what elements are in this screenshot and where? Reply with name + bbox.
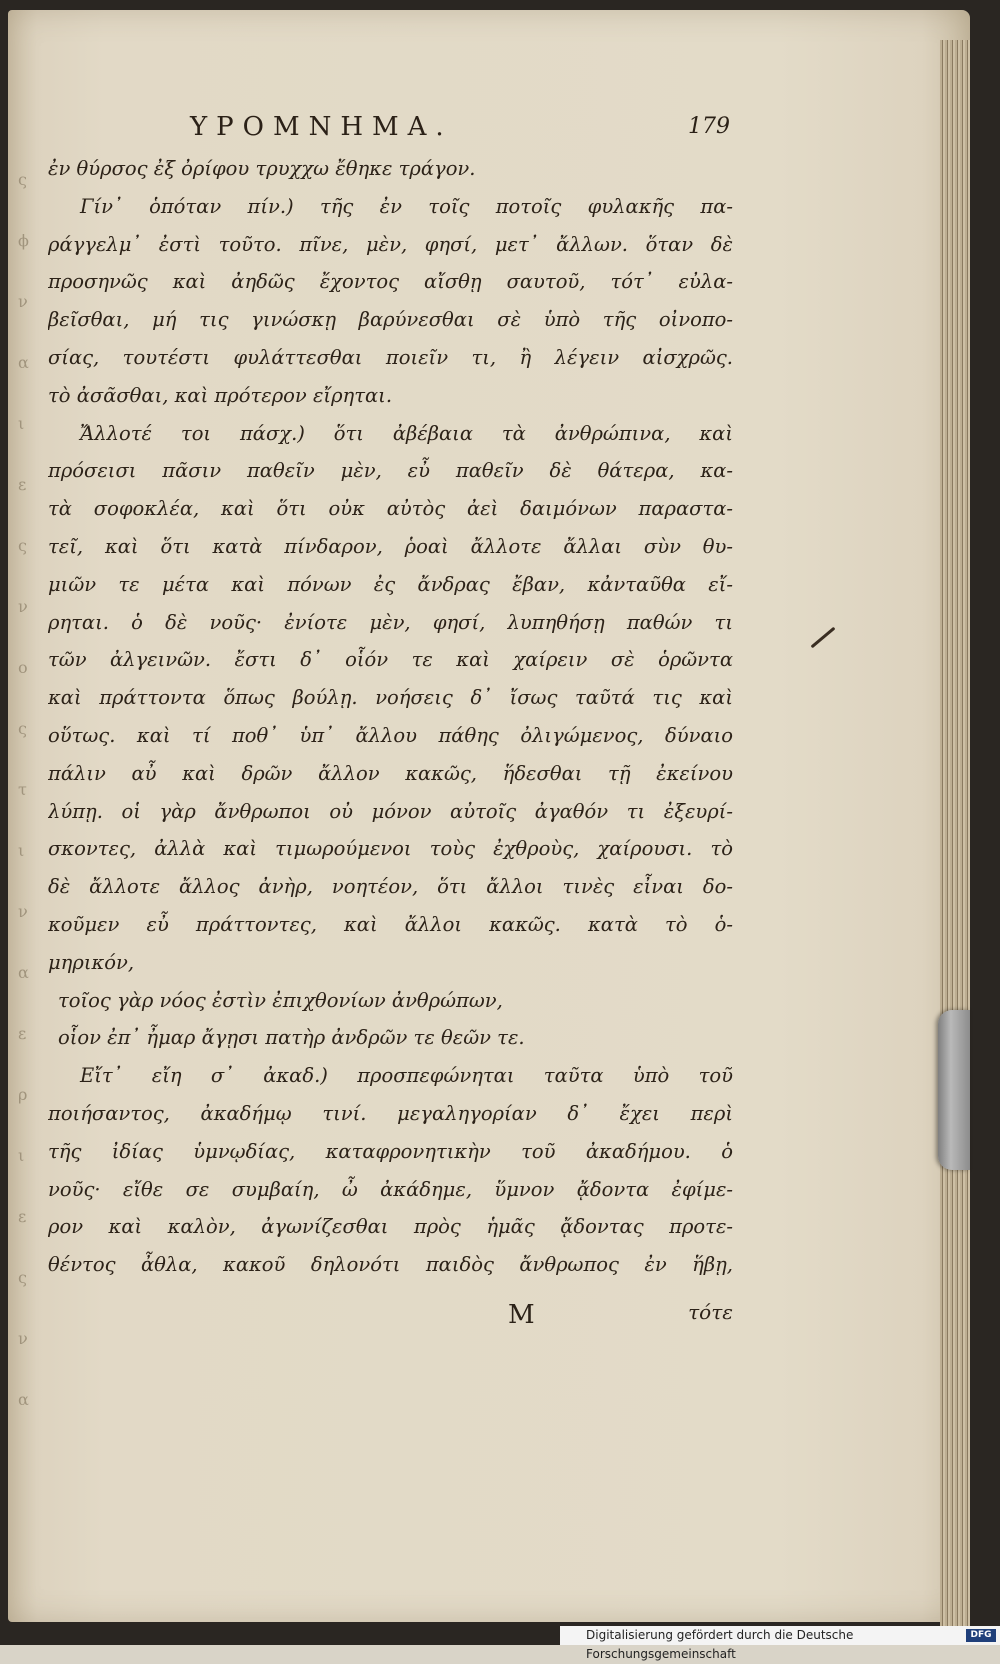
text-line: πρόσεισι πᾶσιν παθεῖν μὲν, εὖ παθεῖν δὲ θάτερα, κα- [48,459,733,483]
bleed-glyph: ι [18,841,25,860]
page-foot [48,1300,733,1340]
digitization-footer [560,1626,1000,1661]
running-head: ΥΡΟΜΝΗΜΑ. [190,112,453,142]
text-line: σκοντες, ἀλλὰ καὶ τιμωρούμενοι τοὺς ἐχθροὺς, χαίρουσι. τὸ [48,837,733,861]
dfg-logo: DFG [966,1629,996,1642]
bleed-glyph: ε [18,1024,27,1043]
text-line: δὲ ἄλλοτε ἄλλος ἀνὴρ, νοητέον, ὅτι ἄλλοι τινὲς εἶναι δο- [48,875,733,899]
signature-mark: M [508,1300,535,1330]
bleed-glyph: ς [18,536,27,555]
page-header [190,112,730,148]
body-text [48,150,733,1284]
bleed-glyph: ς [18,719,27,738]
text-line: τὸ ἀσᾶσθαι, καὶ πρότερον εἴρηται. [48,383,393,407]
bleed-glyph: τ [18,780,27,799]
footer-credit: Digitalisierung gefördert durch die Deutsche Forschungsgemeinschaft [586,1628,854,1661]
text-line: Ἄλλοτέ τοι πάσχ.) ὅτι ἀβέβαια τὰ ἀνθρώπινα, καὶ [80,421,733,445]
text-line: σίας, τουτέστι φυλάττεσθαι ποιεῖν τι, ἢ λέγειν αἰσχρῶς. [48,345,733,369]
bleed-glyph: ν [18,597,28,616]
page-number: 179 [688,114,730,139]
text-line: ἐν θύρσος ἐξ ὀρίφου τρυχχω ἔθηκε τράγον. [48,157,476,180]
page-edges [940,40,970,1640]
catchword: τότε [688,1300,733,1324]
text-line: ράγγελμ᾽ ἐστὶ τοῦτο. πῖνε, μὲν, φησί, μετ᾽ ἄλλων. ὅταν δὲ [48,232,733,256]
bleed-glyph: α [18,1390,29,1409]
text-line: καὶ πράττοντα ὅπως βούλῃ. νοήσεις δ᾽ ἴσως ταῦτά τις καὶ [48,686,733,710]
bleed-glyph: ν [18,902,28,921]
text-line: νοῦς· εἴθε σε συμβαίη, ὦ ἀκάδημε, ὕμνον ᾄδοντα ἐφίμε- [48,1177,733,1201]
bleed-glyph: α [18,353,29,372]
bleed-glyph: ϕ [18,231,29,250]
text-line: οἷον ἐπ᾽ ἦμαρ ἄγῃσι πατὴρ ἀνδρῶν τε θεῶν τε. [58,1026,525,1050]
text-line: τὰ σοφοκλέα, καὶ ὅτι οὐκ αὐτὸς ἀεὶ δαιμόνων παραστα- [48,497,733,521]
text-line: οὕτως. καὶ τί ποθ᾽ ὑπ᾽ ἄλλου πάθης ὀλιγώμενος, δύναιο [48,723,733,747]
bleed-glyph: ο [18,658,28,677]
text-line: τῶν ἀλγεινῶν. ἔστι δ᾽ οἷόν τε καὶ χαίρειν σὲ ὁρῶντα [48,648,733,672]
text-line: βεῖσθαι, μή τις γινώσκῃ βαρύνεσθαι σὲ ὑπὸ τῆς οἰνοπο- [48,308,733,332]
text-line: πάλιν αὖ καὶ δρῶν ἄλλον κακῶς, ἥδεσθαι τῇ ἐκείνου [48,761,733,785]
text-line: κοῦμεν εὖ πράττοντες, καὶ ἄλλοι κακῶς. κατὰ τὸ ὁ- [48,912,733,936]
text-line: τῆς ἰδίας ὑμνῳδίας, καταφρονητικὴν τοῦ ἀκαδήμου. ὁ [48,1139,733,1163]
text-line: μιῶν τε μέτα καὶ πόνων ἐς ἄνδρας ἔβαν, κἀνταῦθα εἴ- [48,572,733,596]
text-line: θέντος ἆθλα, κακοῦ δηλονότι παιδὸς ἄνθρωπος ἐν ἥβῃ, [48,1253,733,1277]
text-line: ρηται. ὁ δὲ νοῦς· ἐνίοτε μὲν, φησί, λυπηθήσῃ παθών τι [48,610,733,634]
text-line: τεῖ, καὶ ὅτι κατὰ πίνδαρον, ῥοαὶ ἄλλοτε ἄλλαι σὺν θυ- [48,534,733,558]
bleed-glyph: ε [18,1207,27,1226]
bleed-glyph: ε [18,475,27,494]
bleed-glyph: ρ [18,1085,28,1104]
text-line: μηρικόν, [48,950,135,974]
bleed-glyph: ς [18,1268,27,1287]
bleed-glyph: ι [18,1146,25,1165]
bleed-glyph: ι [18,414,25,433]
text-line: ρον καὶ καλὸν, ἀγωνίζεσθαι πρὸς ἡμᾶς ᾄδοντας προτε- [48,1215,733,1239]
bleed-glyph: α [18,963,29,982]
text-line: τοῖος γὰρ νόος ἐστὶν ἐπιχθονίων ἀνθρώπων, [58,988,503,1012]
bleed-glyph: ς [18,170,27,189]
text-line: Εἴτ᾽ εἴη σ᾽ ἀκαδ.) προσπεφώνηται ταῦτα ὑπὸ τοῦ [80,1064,733,1088]
text-line: προσηνῶς καὶ ἀηδῶς ἔχοντος αἴσθῃ σαυτοῦ, τότ᾽ εὐλα- [48,270,733,294]
text-line: λύπῃ. οἱ γὰρ ἄνθρωποι οὐ μόνον αὐτοῖς ἀγαθόν τι ἐξευρί- [48,799,733,823]
margin-bleed [18,170,36,1620]
page-clip [938,1010,970,1170]
bleed-glyph: ν [18,292,28,311]
bleed-glyph: ν [18,1329,28,1348]
text-line: ποιήσαντος, ἀκαδήμῳ τινί. μεγαληγορίαν δ᾽ ἔχει περὶ [48,1101,733,1125]
text-line: Γίν᾽ ὁπόταν πίν.) τῆς ἐν τοῖς ποτοῖς φυλακῆς πα- [80,194,733,218]
